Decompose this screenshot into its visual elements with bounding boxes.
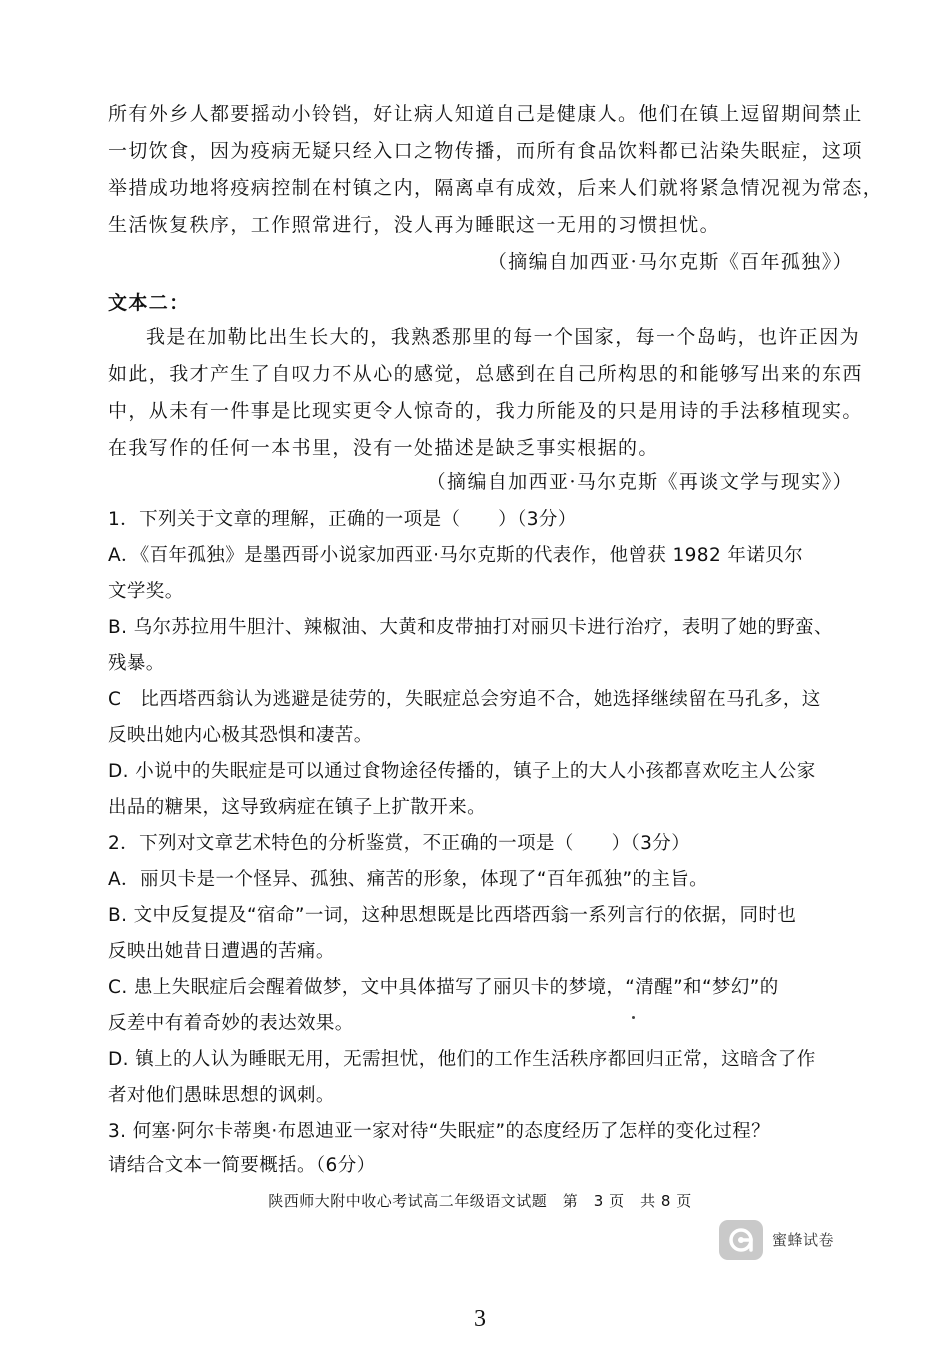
question-3-stem: 请结合文本一简要概括。（6分）: [108, 1155, 376, 1176]
question-3-stem: 3. 何塞·阿尔卡蒂奥·布恩迪亚一家对待“失眠症”的态度经历了怎样的变化过程？: [108, 1121, 771, 1142]
passage2-line: 如此，我才产生了自叹力不从心的感觉，总感到在自己所构思的和能够写出来的东西: [108, 363, 863, 385]
question-2-option-d: D. 镇上的人认为睡眠无用，无需担忧，他们的工作生活秩序都回归正常，这暗含了作: [108, 1049, 816, 1070]
passage2-line: 我是在加勒比出生长大的，我熟悉那里的每一个国家，每一个岛屿，也许正因为: [146, 326, 861, 348]
question-1-option-d: D. 小说中的失眠症是可以通过食物途径传播的，镇子上的大人小孩都喜欢吃主人公家: [108, 761, 816, 782]
question-1-stem: 1．下列关于文章的理解，正确的一项是（ ）（3分）: [108, 509, 577, 530]
passage2-source: （摘编自加西亚·马尔克斯《再谈文学与现实》）: [426, 471, 853, 493]
question-2-option-b: B. 文中反复提及“宿命”一词，这种思想既是比西塔西翁一系列言行的依据，同时也: [108, 905, 797, 926]
scan-speck: [632, 1016, 635, 1019]
question-1-option-c: 反映出她内心极其恐惧和凄苦。: [108, 725, 373, 746]
passage2-line: 中，从未有一件事是比现实更令人惊奇的，我力所能及的只是用诗的手法移植现实。: [108, 400, 863, 422]
question-2-option-d: 者对他们愚昧思想的讽刺。: [108, 1085, 335, 1106]
question-1-option-b: 残暴。: [108, 653, 165, 674]
bee-logo-icon: [719, 1220, 763, 1260]
passage1-source: （摘编自加西亚·马尔克斯《百年孤独》）: [487, 251, 853, 273]
question-1-option-d: 出品的糖果，这导致病症在镇子上扩散开来。: [108, 797, 487, 818]
passage1-line: 所有外乡人都要摇动小铃铛，好让病人知道自己是健康人。他们在镇上逗留期间禁止: [108, 103, 863, 125]
passage2-heading: 文本二：: [108, 292, 190, 314]
page-footer: 陕西师大附中收心考试高二年级语文试题 第 3 页 共 8 页: [268, 1192, 692, 1210]
question-2-stem: 2．下列对文章艺术特色的分析鉴赏，不正确的一项是（ ）（3分）: [108, 833, 691, 854]
passage2-line: 在我写作的任何一本书里，没有一处描述是缺乏事实根据的。: [108, 437, 659, 459]
passage1-line: 举措成功地将疫病控制在村镇之内，隔离卓有成效，后来人们就将紧急情况视为常态，: [108, 177, 884, 199]
question-2-option-c: C. 患上失眠症后会醒着做梦，文中具体描写了丽贝卡的梦境，“清醒”和“梦幻”的: [108, 977, 779, 998]
passage1-line: 生活恢复秩序，工作照常进行，没人再为睡眠这一无用的习惯担忧。: [108, 214, 721, 236]
question-1-option-c: C 比西塔西翁认为逃避是徒劳的，失眠症总会穷追不合，她选择继续留在马孔多，这: [108, 689, 821, 710]
question-1-option-b: B. 乌尔苏拉用牛胆汁、辣椒油、大黄和皮带抽打对丽贝卡进行治疗，表明了她的野蛮、: [108, 617, 833, 638]
question-2-option-a: A．丽贝卡是一个怪异、孤独、痛苦的形象，体现了“百年孤独”的主旨。: [108, 869, 709, 890]
watermark-text: 蜜蜂试卷: [772, 1231, 835, 1249]
question-1-option-a: A．《百年孤独》是墨西哥小说家加西亚·马尔克斯的代表作，他曾获 1982 年诺贝尔: [108, 545, 804, 566]
page-number: 3: [474, 1306, 486, 1332]
question-2-option-c: 反差中有着奇妙的表达效果。: [108, 1013, 354, 1034]
passage1-line: 一切饮食，因为疫病无疑只经入口之物传播，而所有食品饮料都已沾染失眠症，这项: [108, 140, 863, 162]
question-2-option-b: 反映出她昔日遭遇的苦痛。: [108, 941, 335, 962]
question-1-option-a: 文学奖。: [108, 581, 184, 602]
